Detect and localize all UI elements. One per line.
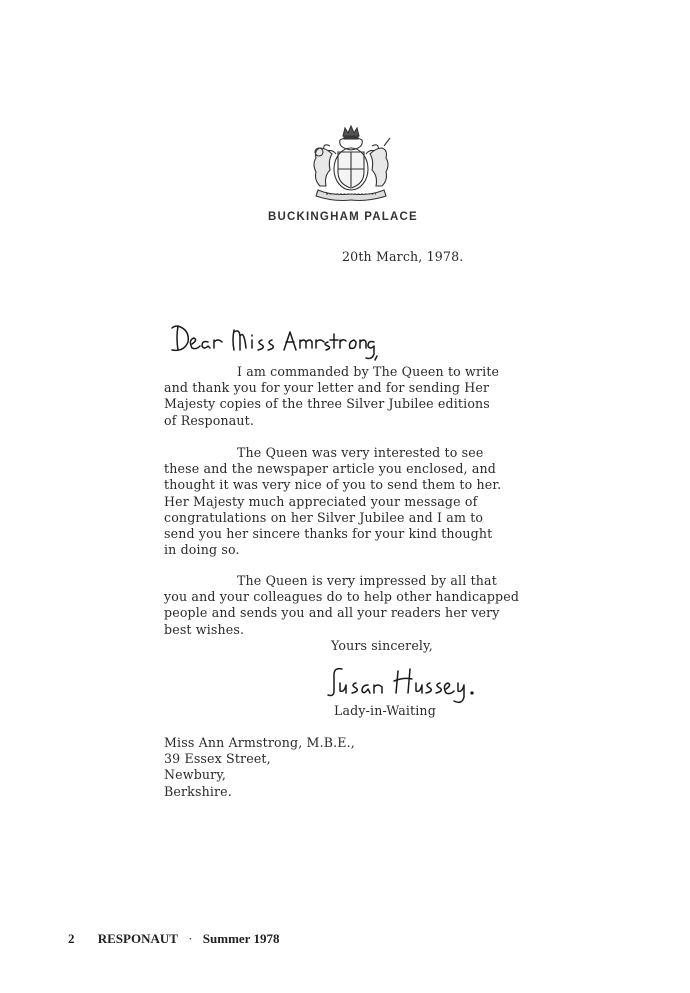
page-footer: [68, 931, 279, 947]
paragraph-line: you and your colleagues do to help other handicapped: [164, 589, 520, 605]
publication-name: RESPONAUT: [97, 931, 178, 946]
paragraph-line: Majesty copies of the three Silver Jubilee editions: [164, 396, 490, 412]
address-line: 39 Essex Street,: [164, 751, 271, 767]
letterhead-address: BUCKINGHAM PALACE: [268, 211, 418, 223]
royal-coat-of-arms-icon: [302, 124, 400, 202]
letter-paragraph-3: [164, 573, 564, 638]
recipient-address: [164, 735, 355, 800]
address-line: Berkshire.: [164, 783, 232, 799]
letter-paragraph-1: [164, 364, 564, 429]
page-number: 2: [68, 931, 75, 946]
paragraph-line: of Responaut.: [164, 412, 255, 428]
paragraph-line: The Queen is very impressed by all that: [237, 573, 497, 588]
paragraph-line: and thank you for your letter and for sending Her: [164, 380, 490, 396]
paragraph-line: congratulations on her Silver Jubilee and I am to: [164, 509, 484, 525]
paragraph-line: these and the newspaper article you enclosed, and: [164, 461, 496, 477]
issue-label: Summer 1978: [202, 931, 280, 946]
handwritten-salutation: [170, 318, 380, 364]
paragraph-line: in doing so.: [164, 542, 240, 558]
paragraph-line: send you her sincere thanks for your kind thought: [164, 526, 493, 542]
paragraph-line: I am commanded by The Queen to write: [237, 364, 500, 379]
handwritten-signature: [324, 663, 484, 707]
address-line: Newbury,: [164, 767, 227, 783]
paragraph-line: best wishes.: [164, 621, 245, 637]
letter-paragraph-2: [164, 445, 564, 558]
paragraph-line: thought it was very nice of you to send them to her.: [164, 477, 502, 493]
paragraph-line: Her Majesty much appreciated your message of: [164, 493, 478, 509]
address-line: Miss Ann Armstrong, M.B.E.,: [164, 735, 355, 750]
footer-separator: ·: [188, 931, 193, 946]
letter-date: 20th March, 1978.: [342, 249, 464, 264]
paragraph-line: people and sends you and all your readers her very: [164, 605, 500, 621]
paragraph-line: The Queen was very interested to see: [237, 445, 484, 460]
signatory-role: Lady-in-Waiting: [334, 703, 436, 718]
letter-closing: Yours sincerely,: [331, 638, 433, 653]
